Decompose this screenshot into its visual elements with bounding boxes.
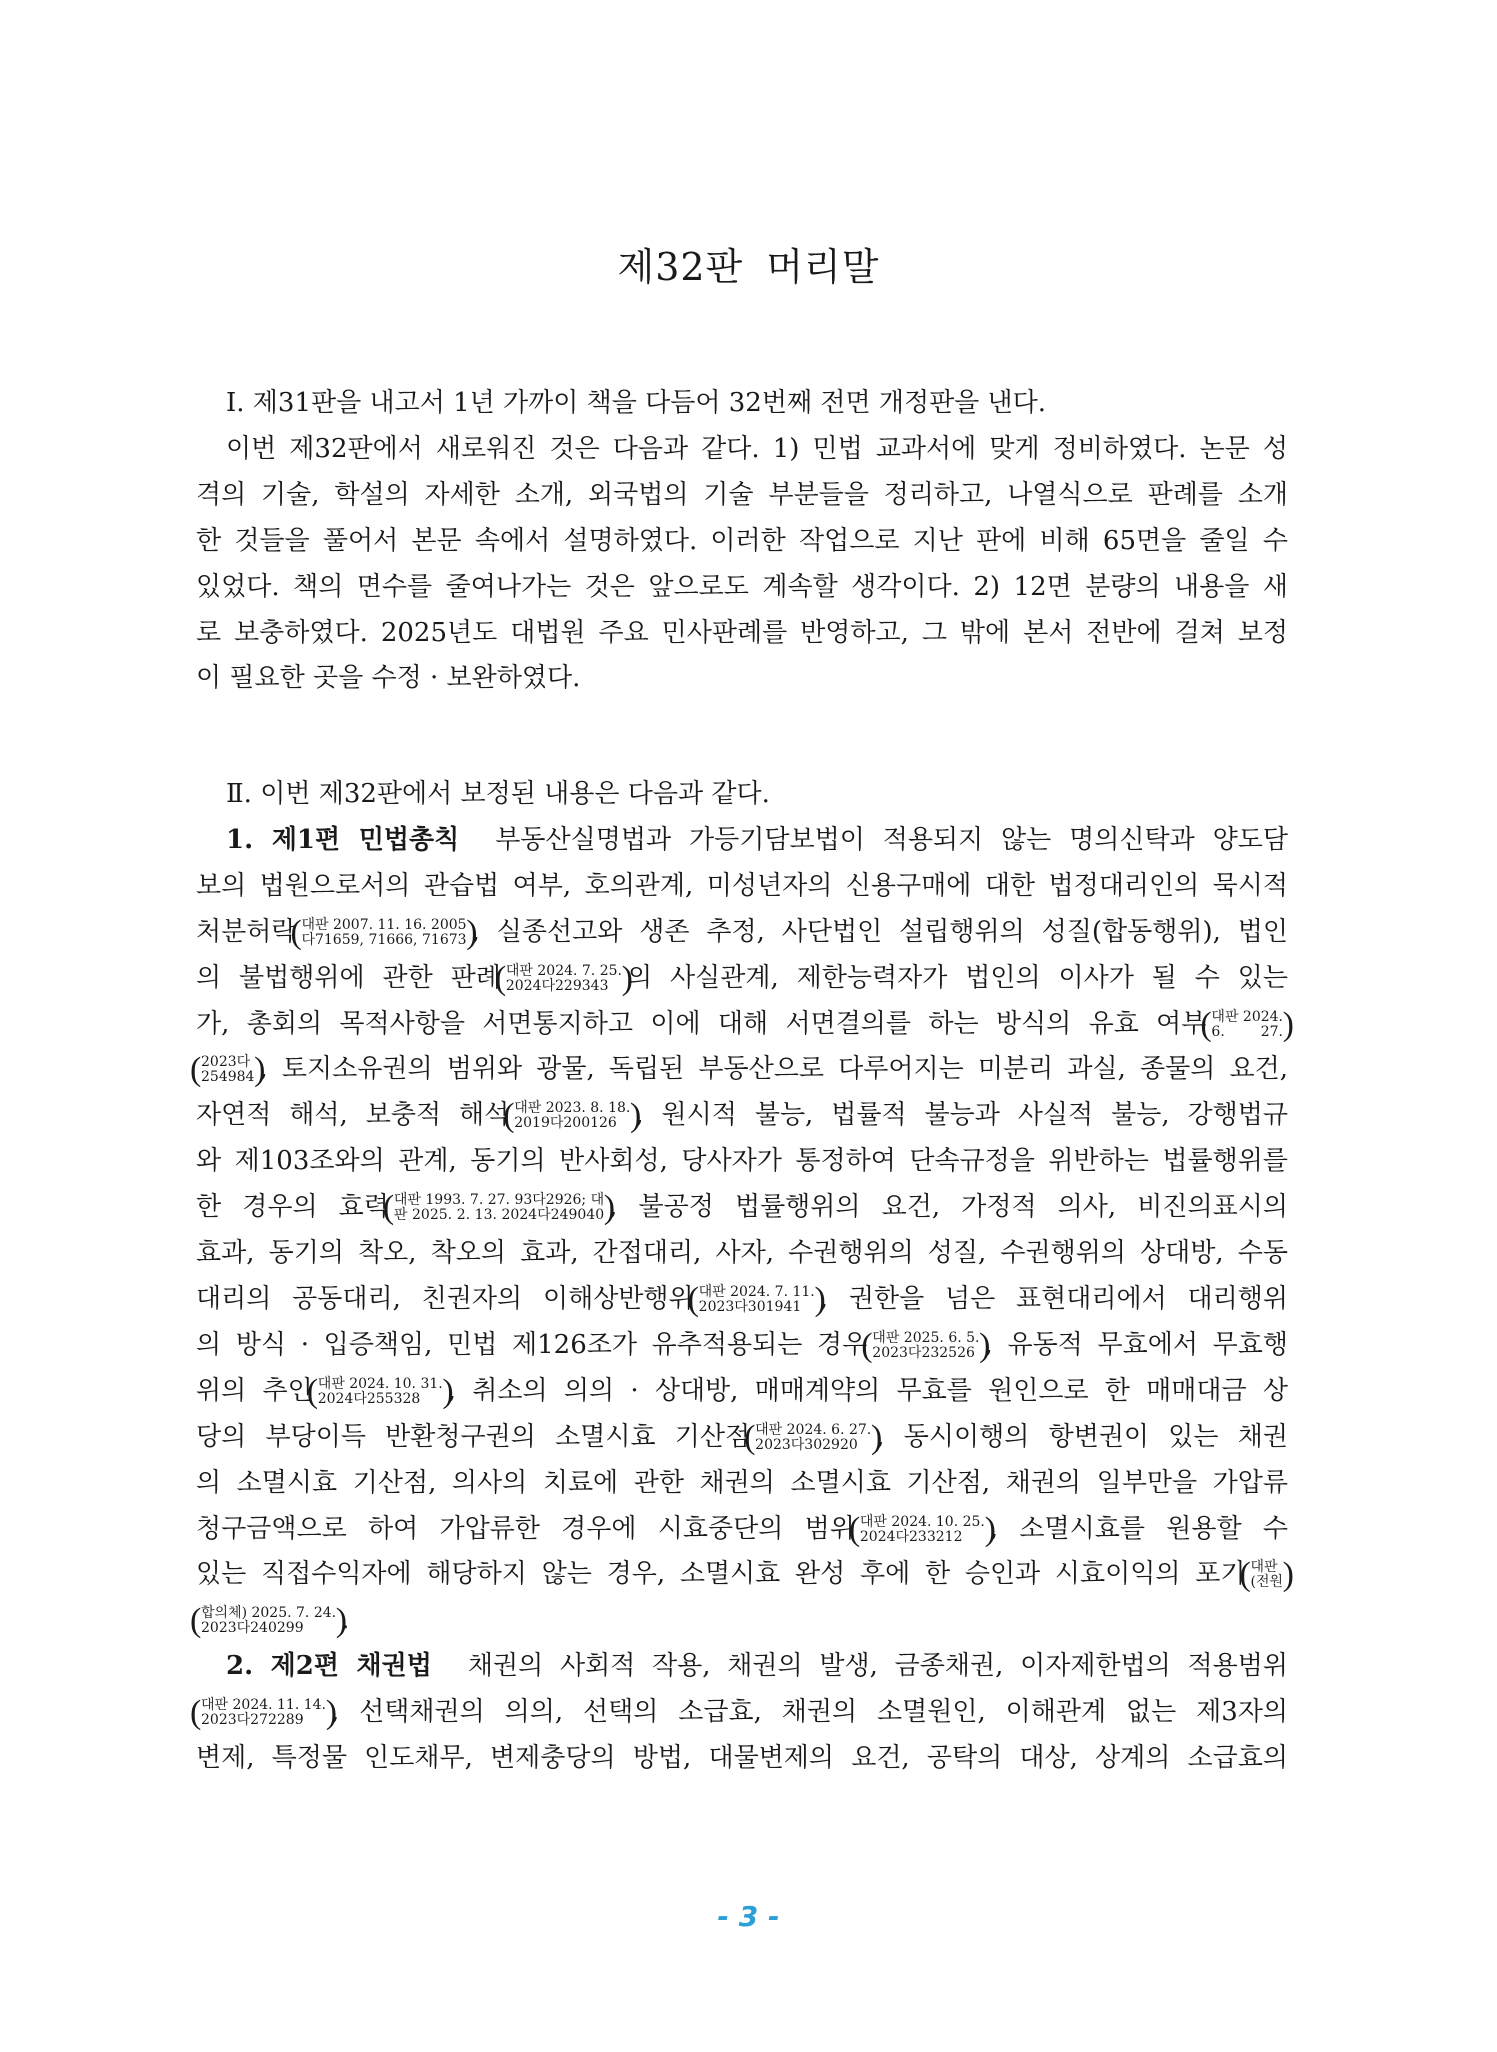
- text-run: 채권의 사회적 작용, 채권의 발생, 금종채권, 이자제한법의 적용범위: [467, 1651, 1288, 1682]
- text-run: 의 불법행위에 관한 판례: [196, 962, 501, 993]
- page-title: 제32판 머리말: [617, 245, 880, 289]
- citation-line: ( 대판 2024.: [1211, 1008, 1283, 1025]
- section-2: [196, 772, 1288, 1782]
- paragraph-line: 와 제103조와의 관계, 동기의 반사회성, 당사자가 통정하여 단속규정을 위반하는 법률행위를: [196, 1146, 1288, 1177]
- paragraph-line: 이번 제32판에서 새로워진 것은 다음과 같다. 1) 민법 교과서에 맞게 정비하였다. 논문 성: [226, 433, 1288, 464]
- citation-line: ( 대판: [1250, 1559, 1278, 1576]
- citation-line: 다71659, 71666, 71673: [301, 931, 467, 948]
- part-2-heading: 2. 제2편 채권법: [226, 1651, 432, 1682]
- text-run: , 취소의 의의 · 상대방, 매매계약의 무효를 원인으로 한 매매대금 상: [447, 1375, 1288, 1406]
- citation-line: 2024다229343: [505, 977, 609, 994]
- paragraph-line: [196, 1552, 1288, 1598]
- paragraph-line: [196, 956, 1288, 1002]
- section-1: [196, 381, 1288, 702]
- paragraph-line: [196, 1369, 1288, 1415]
- citation-line: ( 대판 1993. 7. 27. 93다2926; 대: [393, 1192, 605, 1209]
- paragraph-line: 보의 법원으로서의 관습법 여부, 호의관계, 미성년자의 신용구매에 대한 법정대리인의 묵시적: [196, 870, 1288, 901]
- paragraph-line: 있었다. 책의 면수를 줄여나가는 것은 앞으로도 계속할 생각이다. 2) 12면 분량의 내용을 새: [196, 571, 1288, 602]
- text-run: , 소멸시효를 원용할 수: [989, 1513, 1288, 1544]
- citation-line: ( 2023다: [201, 1054, 251, 1071]
- page-number: - 3 -: [717, 1900, 780, 1933]
- paragraph-line: [196, 910, 1288, 956]
- paragraph-line: [196, 1277, 1288, 1323]
- text-run: , 유동적 무효에서 무효행: [984, 1329, 1288, 1360]
- text-run: 위의 추인: [196, 1375, 313, 1406]
- paragraph-line: [196, 1047, 1288, 1093]
- case-citation: [313, 1377, 448, 1407]
- paragraph-line: 로 보충하였다. 2025년도 대법원 주요 민사판례를 반영하고, 그 밖에 본서 전반에 걸쳐 보정: [196, 617, 1288, 648]
- paragraph-line: 격의 기술, 학설의 자세한 소개, 외국법의 기술 부분들을 정리하고, 나열식으로 판례를 소개: [196, 479, 1288, 510]
- citation-line: (전원: [1250, 1574, 1283, 1591]
- citation-line: ( 대판 2024. 10. 31.: [317, 1375, 443, 1392]
- text-run: , 실종선고와 생존 추정, 사단법인 설립행위의 성질(합동행위), 법인: [471, 916, 1288, 947]
- text-run: , 선택채권의 의의, 선택의 소급효, 채권의 소멸원인, 이해관계 없는 제3자의: [331, 1697, 1288, 1728]
- section-1-heading: Ⅰ. 제31판을 내고서 1년 가까이 책을 다듬어 32번째 전면 개정판을 낸다.: [226, 388, 1047, 418]
- text-run: 처분허락: [196, 916, 297, 947]
- text-run: 대리의 공동대리, 친권자의 이해상반행위: [196, 1283, 694, 1314]
- case-citation: [750, 1423, 876, 1453]
- case-citation: [196, 1055, 259, 1085]
- paragraph-line: 효과, 동기의 착오, 착오의 효과, 간접대리, 사자, 수권행위의 성질, 수권행위의 상대방, 수동: [196, 1238, 1288, 1269]
- paragraph-line: 이 필요한 곳을 수정 · 보완하였다.: [196, 663, 581, 694]
- citation-line: 6. 27.: [1211, 1023, 1283, 1040]
- case-citation: [296, 918, 471, 948]
- paragraph-line: 변제, 특정물 인도채무, 변제충당의 방법, 대물변제의 요건, 공탁의 대상, 상계의 소급효의: [196, 1743, 1288, 1774]
- case-citation: [867, 1331, 984, 1361]
- case-citation: [509, 1101, 635, 1131]
- text-run: 의 방식 · 입증책임, 민법 제126조가 유추적용되는 경우: [196, 1329, 868, 1360]
- text-run: 청구금액으로 하여 가압류한 경우에 시효중단의 범위: [196, 1513, 855, 1544]
- case-citation: [1245, 1560, 1288, 1590]
- citation-line: 2023다302920: [755, 1436, 858, 1453]
- citation-line: 2023다272289: [201, 1712, 304, 1729]
- citation-line: 2019다200126: [514, 1115, 617, 1132]
- paragraph-line: [196, 1093, 1288, 1139]
- text-run: , 동시이행의 항변권이 있는 채권: [876, 1421, 1288, 1452]
- text-run: 자연적 해석, 보충적 해석: [196, 1100, 510, 1131]
- case-citation: [196, 1606, 341, 1636]
- section-2-heading: Ⅱ. 이번 제32판에서 보정된 내용은 다음과 같다.: [226, 779, 770, 809]
- citation-line: ( 대판 2023. 8. 18.: [514, 1100, 631, 1117]
- text-run: 부동산실명법과 가등기담보법이 적용되지 않는 명의신탁과 양도담: [495, 824, 1288, 855]
- citation-line: ( 대판 2024. 11. 14.: [201, 1697, 327, 1714]
- text-run: , 권한을 넘은 표현대리에서 대리행위: [819, 1283, 1288, 1314]
- citation-line: 판 2025. 2. 13. 2024다249040: [393, 1207, 605, 1224]
- text-run: .: [341, 1605, 350, 1636]
- text-run: , 원시적 불능, 법률적 불능과 사실적 불능, 강행법규: [635, 1100, 1288, 1131]
- paragraph-line: 의 소멸시효 기산점, 의사의 치료에 관한 채권의 소멸시효 기산점, 채권의 일부만을 가압류: [196, 1467, 1288, 1498]
- case-citation: [389, 1193, 609, 1223]
- text-run: 한 경우의 효력: [196, 1192, 389, 1223]
- text-run: 있는 직접수익자에 해당하지 않는 경우, 소멸시효 완성 후에 한 승인과 시효이익의 포기: [196, 1559, 1246, 1590]
- text-run: , 불공정 법률행위의 요건, 가정적 의사, 비진의표시의: [609, 1192, 1288, 1223]
- citation-line: ( 대판 2024. 7. 25.: [505, 962, 622, 979]
- paragraph-line: [196, 1002, 1288, 1048]
- paragraph-line: [196, 818, 1288, 864]
- paragraph-line: 한 것들을 풀어서 본문 속에서 설명하였다. 이러한 작업으로 지난 판에 비해 65면을 줄일 수: [196, 525, 1288, 556]
- text-run: , 토지소유권의 범위와 광물, 독립된 부동산으로 다루어지는 미분리 과실, 종물의 요건,: [259, 1054, 1288, 1085]
- citation-line: ( 대판 2007. 11. 16. 2005: [301, 916, 467, 933]
- text-run: 당의 부당이득 반환청구권의 소멸시효 기산점: [196, 1421, 751, 1452]
- paragraph-line: [196, 1415, 1288, 1461]
- part-1-heading: 1. 제1편 민법총칙: [226, 824, 460, 855]
- paragraph-line: [196, 1644, 1288, 1690]
- case-citation: [1206, 1010, 1288, 1040]
- citation-line: ( 대판 2024. 6. 27.: [755, 1421, 872, 1438]
- citation-line: ( 대판 2025. 6. 5.: [872, 1329, 980, 1346]
- text-run: 의 사실관계, 제한능력자가 법인의 이사가 될 수 있는: [626, 962, 1288, 993]
- case-citation: [694, 1285, 820, 1315]
- text-run: 가, 총회의 목적사항을 서면통지하고 이에 대해 서면결의를 하는 방식의 유효 여부: [196, 1008, 1207, 1039]
- paragraph-line: [196, 1598, 1288, 1644]
- citation-line: ( 대판 2024. 7. 11.: [698, 1283, 815, 1300]
- citation-line: ( 대판 2024. 10. 25.: [859, 1513, 985, 1530]
- citation-line: 2023다301941: [698, 1298, 802, 1315]
- citation-line: 254984: [201, 1069, 255, 1086]
- citation-line: 2024다233212: [859, 1528, 963, 1545]
- case-citation: [855, 1515, 990, 1545]
- paragraph-line: [196, 1507, 1288, 1553]
- citation-line: 2023다240299: [201, 1620, 304, 1637]
- citation-line: 2023다232526: [872, 1344, 975, 1361]
- paragraph-line: [196, 1323, 1288, 1369]
- case-citation: [196, 1698, 331, 1728]
- paragraph-line: [196, 1690, 1288, 1736]
- citation-line: ( 합의체) 2025. 7. 24.: [201, 1605, 337, 1622]
- citation-line: 2024다255328: [317, 1390, 421, 1407]
- case-citation: [501, 964, 627, 994]
- paragraph-line: [196, 1185, 1288, 1231]
